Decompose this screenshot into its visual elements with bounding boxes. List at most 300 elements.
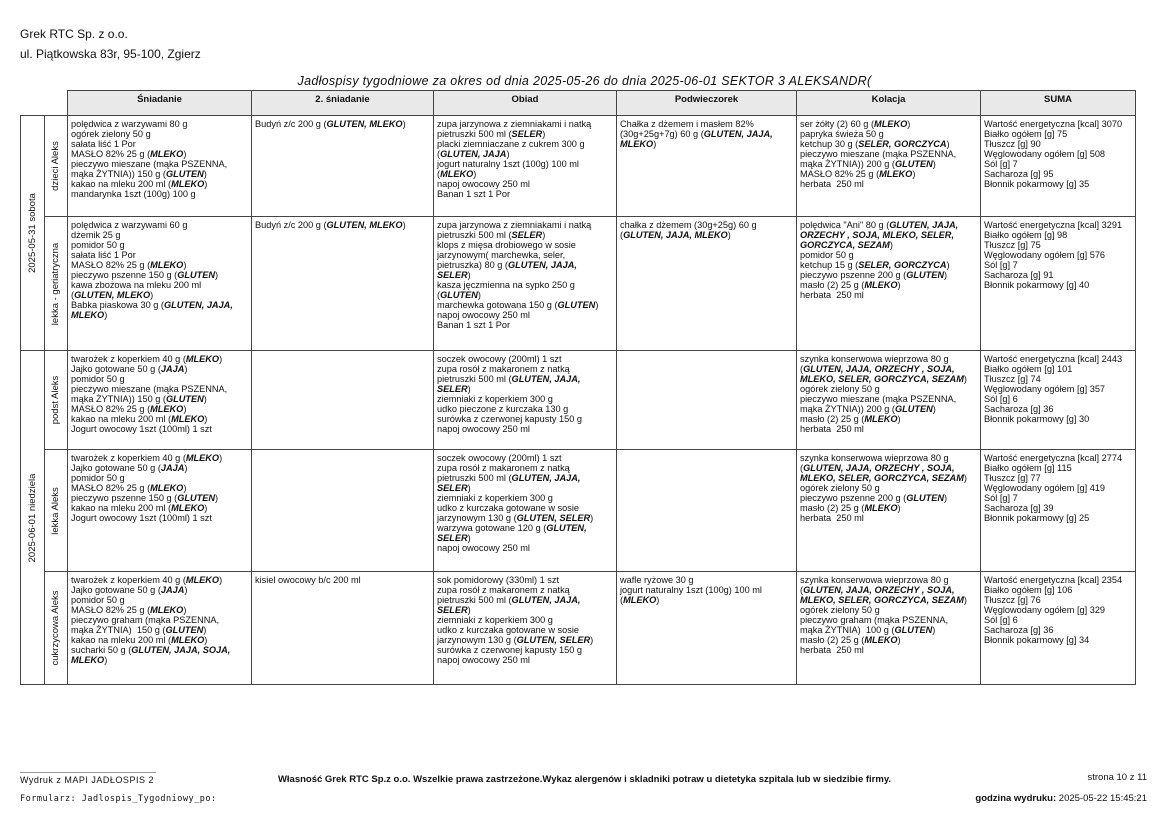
dish-line: (GLUTEN, MLEKO) <box>71 290 154 300</box>
allergen-text: MLEKO <box>150 149 184 159</box>
dish-line: napoj owocowy 250 ml <box>437 543 530 553</box>
allergen-text: GLUTEN <box>165 625 204 635</box>
diet-cell <box>45 217 68 351</box>
nutrition-line: Sól [g] 7 <box>984 493 1018 503</box>
nutrition-line: Tłuszcz [g] 74 <box>984 374 1041 384</box>
allergen-text: GLUTEN, <box>546 523 587 533</box>
allergen-text: MLEKO <box>620 139 654 149</box>
dish-line: twarożek z koperkiem 40 g (MLEKO) <box>71 354 223 364</box>
allergen-text: GLUTEN <box>906 493 945 503</box>
nutrition-line: Węglowodany ogółem [g] 329 <box>984 605 1106 615</box>
dish-line: szynka konserwowa wieprzowa 80 g <box>800 453 949 463</box>
allergen-text: MLEKO <box>171 414 205 424</box>
nutrition-line: Sól [g] 6 <box>984 394 1018 404</box>
allergen-text: MLEKO <box>150 605 184 615</box>
dish-line: Chałka z dżemem i masłem 82% <box>620 119 754 129</box>
nutrition-line: Błonnik pokarmowy [g] 40 <box>984 280 1090 290</box>
dish-line: pomidor 50 g <box>71 595 125 605</box>
dish-line: Babka piaskowa 30 g (GLUTEN, JAJA, <box>71 300 233 310</box>
dish-line: udko z kurczaka gotowane w sosie <box>437 625 579 635</box>
allergen-text: MLEKO <box>879 169 913 179</box>
dish-line: mąka ŻYTNIA)) 200 g (GLUTEN) <box>800 159 936 169</box>
dish-line: zupa rosół z makaronem z natką <box>437 364 570 374</box>
page-number: strona 10 z 11 <box>1087 772 1147 783</box>
meal-cell-kolacja <box>797 450 981 572</box>
menu-row <box>21 351 1136 450</box>
dish-line: masło (2) 25 g (MLEKO) <box>800 635 901 645</box>
meal-cell-podwieczorek <box>617 572 797 685</box>
meal-cell-suma <box>981 572 1136 685</box>
dish-line: pieczywo pszenne 150 g (GLUTEN) <box>71 493 219 503</box>
dish-line: zupa rosół z makaronem z natką <box>437 585 570 595</box>
dish-line: ketchup 15 g (SELER, GORCZYCA) <box>800 260 950 270</box>
dish-line: MASŁO 82% 25 g (MLEKO) <box>71 149 187 159</box>
nutrition-line: Błonnik pokarmowy [g] 34 <box>984 635 1090 645</box>
meal-cell-sniadanie <box>68 217 252 351</box>
nutrition-line: Białko ogółem [g] 98 <box>984 230 1068 240</box>
company-address: ul. Piątkowska 83r, 95-100, Zgierz <box>20 47 201 61</box>
meal-cell-kolacja <box>797 572 981 685</box>
dish-line: jogurt naturalny 1szt (100g) 100 ml <box>437 159 579 169</box>
meal-cell-2-sniadanie <box>252 217 434 351</box>
print-time-block <box>975 793 1147 804</box>
meal-cell-suma <box>981 217 1136 351</box>
allergen-text: JAJA <box>160 585 185 595</box>
allergen-text: GLUTEN, JAJA <box>440 149 507 159</box>
meal-cell-kolacja <box>797 116 981 217</box>
allergen-text: MLEKO, SELER, GORCZYCA, SEZAM <box>800 595 964 605</box>
dish-line: ziemniaki z koperkiem 300 g <box>437 615 553 625</box>
nutrition-line: Białko ogółem [g] 106 <box>984 585 1073 595</box>
allergen-text: GLUTEN, SELER <box>516 513 591 523</box>
dish-line: napoj owocowy 250 ml <box>437 424 530 434</box>
nutrition-line: Tłuszcz [g] 90 <box>984 139 1041 149</box>
allergen-text: MLEKO <box>864 414 898 424</box>
diet-label: dzieci Aleks <box>50 141 61 191</box>
dish-line: kakao na mleku 200 ml (MLEKO) <box>71 414 208 424</box>
dish-line: zupa jarzynowa z ziemniakami i natką <box>437 119 592 129</box>
menu-table <box>20 90 1136 685</box>
dish-line: pomidor 50 g <box>800 250 854 260</box>
dish-line: mąka ŻYTNIA)) 200 g (GLUTEN) <box>800 404 936 414</box>
nutrition-line: Białko ogółem [g] 75 <box>984 129 1068 139</box>
dish-line: pieczywo mieszane (mąka PSZENNA, <box>71 159 228 169</box>
header-obiad: Obiad <box>434 91 617 116</box>
dish-line <box>800 230 977 240</box>
nutrition-line: Błonnik pokarmowy [g] 30 <box>984 414 1090 424</box>
meal-cell-podwieczorek <box>617 351 797 450</box>
nutrition-line: Sól [g] 6 <box>984 615 1018 625</box>
meal-cell-sniadanie <box>68 351 252 450</box>
allergen-text: SELER <box>437 605 468 615</box>
footer-copyright: Własność Grek RTC Sp.z o.o. Wszelkie prawa zastrzeżone.Wykaz alergenów i skladniki potraw u dietetyka szpitala lub w siedzibie firmy. <box>277 774 892 785</box>
allergen-text: GLUTEN, JAJA, MLEKO <box>623 230 728 240</box>
dish-line: pietruszka) 80 g (GLUTEN, JAJA, <box>437 260 577 270</box>
meal-cell-suma <box>981 351 1136 450</box>
dish-line: pietruszki 500 ml (SELER) <box>437 230 546 240</box>
meal-cell-sniadanie <box>68 116 252 217</box>
dish-line: Jajko gotowane 50 g (JAJA) <box>71 364 188 374</box>
dish-line: wafle ryżowe 30 g <box>620 575 694 585</box>
diet-cell <box>45 116 68 217</box>
print-time-label: godzina wydruku: <box>975 793 1057 804</box>
allergen-text: MLEKO <box>185 354 220 364</box>
allergen-text: MLEKO, SELER, GORCZYCA, SEZAM <box>800 473 964 483</box>
meal-cell-2-sniadanie <box>252 351 434 450</box>
dish-line: ketchup 30 g (SELER, GORCZYCA) <box>800 139 950 149</box>
dish-line: zupa jarzynowa z ziemniakami i natką <box>437 220 592 230</box>
diet-cell <box>45 572 68 685</box>
allergen-text: SELER <box>437 270 468 280</box>
dish-line: Jogurt owocowy 1szt (100ml) 1 szt <box>71 424 212 434</box>
allergen-text: MLEKO <box>185 453 220 463</box>
dish-line: MLEKO) <box>71 655 108 665</box>
dish-line: (30g+25g+7g) 60 g (GLUTEN, JAJA, <box>620 129 773 139</box>
dish-line: sałata liść 1 Por <box>71 139 136 149</box>
meal-cell-podwieczorek <box>617 116 797 217</box>
dish-line: herbata 250 ml <box>800 290 864 300</box>
meal-cell-2-sniadanie <box>252 450 434 572</box>
allergen-text: JAJA <box>160 364 185 374</box>
allergen-text: GLUTEN, MLEKO <box>326 119 403 129</box>
dish-line: herbata 250 ml <box>800 179 864 189</box>
dish-line: mąka ŻYTNIA)) 150 g (GLUTEN) <box>71 394 207 404</box>
nutrition-line: Wartość energetyczna [kcal] 2443 <box>984 354 1123 364</box>
nutrition-line: Sól [g] 7 <box>984 159 1018 169</box>
dish-line: (GLUTEN, JAJA, ORZECHY , SOJA, <box>800 364 955 374</box>
allergen-text: SELER <box>511 129 543 139</box>
allergen-text: MLEKO <box>171 179 205 189</box>
dish-line: szynka konserwowa wieprzowa 80 g <box>800 575 949 585</box>
dish-line: (GLUTEN, JAJA) <box>437 149 510 159</box>
document-title: Jadłospisy tygodniowe za okres od dnia 2025-05-26 do dnia 2025-06-01 SEKTOR 3 ALEKSANDR( <box>297 74 872 88</box>
dish-line: udko z kurczaka gotowane w sosie <box>437 503 579 513</box>
dish-line: kakao na mleku 200 ml (MLEKO) <box>71 635 208 645</box>
dish-line: SELER) <box>437 605 471 615</box>
dish-line: pietruszki 500 ml (GLUTEN, JAJA, <box>437 374 581 384</box>
allergen-text: GLUTEN, JAJA, <box>511 374 581 384</box>
meal-cell-kolacja <box>797 351 981 450</box>
dish-line: ser żółty (2) 60 g (MLEKO) <box>800 119 911 129</box>
dish-line: (GLUTEN, JAJA, ORZECHY , SOJA, <box>800 585 955 595</box>
dish-line: pomidor 50 g <box>71 240 125 250</box>
allergen-text: ORZECHY , SOJA, MLEKO, SELER, <box>800 230 954 240</box>
meal-cell-podwieczorek <box>617 450 797 572</box>
allergen-text: SELER, GORCZYCA <box>858 139 947 149</box>
dish-line: twarożek z koperkiem 40 g (MLEKO) <box>71 453 223 463</box>
dish-line: Jajko gotowane 50 g (JAJA) <box>71 585 188 595</box>
allergen-text: MLEKO <box>71 310 105 320</box>
nutrition-line: Węglowodany ogółem [g] 357 <box>984 384 1106 394</box>
dish-line: Jajko gotowane 50 g (JAJA) <box>71 463 188 473</box>
dish-line: pomidor 50 g <box>71 374 125 384</box>
dish-line: MASŁO 82% 25 g (MLEKO) <box>71 260 187 270</box>
allergen-text: MLEKO <box>185 575 220 585</box>
day-label: 2025-06-01 niedziela <box>26 473 38 562</box>
allergen-text: MLEKO <box>864 280 898 290</box>
dish-line: napoj owocowy 250 ml <box>437 310 530 320</box>
menu-row <box>21 116 1136 217</box>
nutrition-line: Wartość energetyczna [kcal] 2354 <box>984 575 1123 585</box>
meal-cell-sniadanie <box>68 450 252 572</box>
dish-line: pomidor 50 g <box>71 473 125 483</box>
nutrition-line: Tłuszcz [g] 75 <box>984 240 1041 250</box>
dish-line: soczek owocowy (200ml) 1 szt <box>437 453 562 463</box>
footer-printout-source: Wydruk z MAPI JADŁOSPIS 2 <box>20 772 156 785</box>
allergen-text: GLUTEN, JAJA, <box>511 473 581 483</box>
allergen-text: GLUTEN <box>177 270 216 280</box>
nutrition-line: Wartość energetyczna [kcal] 3070 <box>984 119 1123 129</box>
allergen-text: MLEKO <box>171 635 205 645</box>
dish-line: mąka ŻYTNIA) 100 g (GLUTEN) <box>800 625 936 635</box>
dish-line: napoj owocowy 250 ml <box>437 179 530 189</box>
dish-line: herbata 250 ml <box>800 513 864 523</box>
footer-form-name: Formularz: Jadlospis_Tygodniowy_po: <box>20 794 217 804</box>
allergen-text: GLUTEN, SELER <box>516 635 591 645</box>
allergen-text: GLUTEN <box>177 493 216 503</box>
dish-line: kawa zbożowa na mleku 200 ml <box>71 280 202 290</box>
allergen-text: MLEKO <box>874 119 908 129</box>
nutrition-line: Wartość energetyczna [kcal] 3291 <box>984 220 1123 230</box>
menu-body <box>21 116 1136 685</box>
meal-cell-suma <box>981 450 1136 572</box>
allergen-text: GLUTEN <box>440 290 478 300</box>
allergen-text: GLUTEN, JAJA, <box>163 300 233 310</box>
dish-line: ogórek zielony 50 g <box>800 384 880 394</box>
dish-line: sałata liść 1 Por <box>71 250 136 260</box>
allergen-text: MLEKO <box>71 655 105 665</box>
allergen-text: SELER <box>437 533 468 543</box>
allergen-text: MLEKO <box>623 595 657 605</box>
diet-label: cukrzycowa Aleks <box>50 590 61 666</box>
meal-cell-obiad <box>434 116 617 217</box>
meal-cell-obiad <box>434 572 617 685</box>
menu-row <box>21 572 1136 685</box>
allergen-text: GLUTEN <box>165 394 204 404</box>
print-time-value: 2025-05-22 15:45:21 <box>1058 793 1147 804</box>
nutrition-line: Sacharoza [g] 36 <box>984 404 1054 414</box>
meal-cell-podwieczorek <box>617 217 797 351</box>
dish-line: napoj owocowy 250 ml <box>437 655 530 665</box>
allergen-text: MLEKO <box>150 404 184 414</box>
menu-row <box>21 450 1136 572</box>
dish-line: jarzynowym 130 g (GLUTEN, SELER) <box>437 635 594 645</box>
dish-line: pieczywo mieszane (mąka PSZENNA, <box>71 384 228 394</box>
header-row <box>21 91 1136 116</box>
dish-line: polędwica z warzywami 80 g <box>71 119 188 129</box>
company-info <box>20 24 201 64</box>
allergen-text: SELER <box>437 483 468 493</box>
dish-line: pieczywo pszenne 200 g (GLUTEN) <box>800 270 948 280</box>
dish-line: pieczywo pszenne 200 g (GLUTEN) <box>800 493 948 503</box>
dish-line: ogórek zielony 50 g <box>71 129 151 139</box>
meal-cell-kolacja <box>797 217 981 351</box>
dish-line: warzywa gotowane 120 g (GLUTEN, <box>437 523 587 533</box>
allergen-text: GLUTEN <box>165 169 204 179</box>
allergen-text: GLUTEN <box>894 625 933 635</box>
dish-line: surówka z czerwonej kapusty 150 g <box>437 645 583 655</box>
allergen-text: MLEKO <box>150 483 184 493</box>
dish-line: kasza jęczmienna na sypko 250 g <box>437 280 575 290</box>
dish-line: (MLEKO) <box>437 169 477 179</box>
dish-line: Budyń z/c 200 g (GLUTEN, MLEKO) <box>255 220 406 230</box>
nutrition-line: Błonnik pokarmowy [g] 25 <box>984 513 1090 523</box>
allergen-text: MLEKO <box>171 503 205 513</box>
dish-line: papryka świeża 50 g <box>800 129 884 139</box>
dish-line: mąka ŻYTNIA)) 150 g (GLUTEN) <box>71 169 207 179</box>
allergen-text: GLUTEN, JAJA, <box>507 260 577 270</box>
diet-label: lekka Aleks <box>50 486 61 535</box>
allergen-text: GLUTEN <box>557 300 596 310</box>
nutrition-line: Sacharoza [g] 36 <box>984 625 1054 635</box>
header-kolacja: Kolacja <box>797 91 981 116</box>
dish-line: Budyń z/c 200 g (GLUTEN, MLEKO) <box>255 119 406 129</box>
day-cell <box>21 351 45 685</box>
dish-line: pieczywo mieszane (mąka PSZENNA, <box>800 149 957 159</box>
dish-line: marchewka gotowana 150 g (GLUTEN) <box>437 300 599 310</box>
dish-line: pietruszki 500 ml (SELER) <box>437 129 546 139</box>
nutrition-line: Błonnik pokarmowy [g] 35 <box>984 179 1090 189</box>
allergen-text: MLEKO <box>440 169 474 179</box>
dish-line: pieczywo pszenne 150 g (GLUTEN) <box>71 270 219 280</box>
meal-cell-obiad <box>434 351 617 450</box>
dish-line: udko pieczone z kurczaka 130 g <box>437 404 569 414</box>
allergen-text: GORCZYCA, SEZAM <box>800 240 890 250</box>
dish-line: klops z mięsa drobiowego w sosie <box>437 240 576 250</box>
meal-cell-obiad <box>434 450 617 572</box>
header-suma: SUMA <box>981 91 1136 116</box>
nutrition-line: Węglowodany ogółem [g] 419 <box>984 483 1106 493</box>
dish-line: (GLUTEN) <box>437 290 481 300</box>
dish-line: (GLUTEN, JAJA, MLEKO) <box>620 230 731 240</box>
dish-line: surówka z czerwonej kapusty 150 g <box>437 414 583 424</box>
header-sniadanie: Śniadanie <box>68 91 252 116</box>
dish-line: pieczywo graham (mąka PSZENNA, <box>71 615 220 625</box>
dish-line: kakao na mleku 200 ml (MLEKO) <box>71 503 208 513</box>
dish-line: SELER) <box>437 533 471 543</box>
allergen-text: MLEKO <box>864 503 898 513</box>
dish-line: Banan 1 szt 1 Por <box>437 189 511 199</box>
allergen-text: GLUTEN, JAJA, <box>703 129 773 139</box>
allergen-text: MLEKO <box>150 260 184 270</box>
allergen-text: JAJA <box>160 463 185 473</box>
dish-line: pietruszki 500 ml (GLUTEN, JAJA, <box>437 473 581 483</box>
dish-line: Banan 1 szt 1 Por <box>437 320 511 330</box>
dish-line: jogurt naturalny 1szt (100g) 100 ml <box>620 585 762 595</box>
allergen-text: GLUTEN, JAJA, ORZECHY , SOJA, <box>803 463 955 473</box>
dish-line: herbata 250 ml <box>800 424 864 434</box>
dish-line: (GLUTEN, JAJA, ORZECHY , SOJA, <box>800 463 955 473</box>
nutrition-line: Białko ogółem [g] 101 <box>984 364 1073 374</box>
day-cell <box>21 116 45 351</box>
diet-cell <box>45 450 68 572</box>
menu-row <box>21 217 1136 351</box>
header-blank <box>21 91 68 116</box>
dish-line: sok pomidorowy (330ml) 1 szt <box>437 575 560 585</box>
allergen-text: GLUTEN <box>894 159 933 169</box>
allergen-text: GLUTEN, JAJA, <box>511 595 581 605</box>
allergen-text: SELER <box>511 230 543 240</box>
allergen-text: GLUTEN <box>894 404 933 414</box>
dish-line: ziemniaki z koperkiem 300 g <box>437 493 553 503</box>
company-name: Grek RTC Sp. z o.o. <box>20 27 128 41</box>
dish-line: SELER) <box>437 384 471 394</box>
nutrition-line: Sacharoza [g] 39 <box>984 503 1054 513</box>
nutrition-line: Węglowodany ogółem [g] 508 <box>984 149 1106 159</box>
dish-line: SELER) <box>437 483 471 493</box>
dish-line: pietruszki 500 ml (GLUTEN, JAJA, <box>437 595 581 605</box>
meal-cell-sniadanie <box>68 572 252 685</box>
dish-line: zupa rosół z makaronem z natką <box>437 463 570 473</box>
allergen-text: SELER, GORCZYCA <box>858 260 947 270</box>
meal-cell-2-sniadanie <box>252 116 434 217</box>
nutrition-line: Węglowodany ogółem [g] 576 <box>984 250 1106 260</box>
dish-line: polędwica "Ani" 80 g (GLUTEN, JAJA, <box>800 220 959 230</box>
nutrition-line: Białko ogółem [g] 115 <box>984 463 1072 473</box>
dish-line: ogórek zielony 50 g <box>800 605 880 615</box>
dish-line: mąka ŻYTNIA) 150 g (GLUTEN) <box>71 625 207 635</box>
nutrition-line: Sacharoza [g] 91 <box>984 270 1054 280</box>
nutrition-line: Wartość energetyczna [kcal] 2774 <box>984 453 1123 463</box>
dish-line: masło (2) 25 g (MLEKO) <box>800 503 901 513</box>
allergen-text: GLUTEN, JAJA, <box>889 220 959 230</box>
dish-line: dżemik 25 g <box>71 230 121 240</box>
nutrition-line: Sól [g] 7 <box>984 260 1018 270</box>
dish-line: GORCZYCA, SEZAM) <box>800 240 893 250</box>
allergen-text: MLEKO <box>864 635 898 645</box>
allergen-text: MLEKO, SELER, GORCZYCA, SEZAM <box>800 374 964 384</box>
dish-line: kisiel owocowy b/c 200 ml <box>255 575 361 585</box>
dish-line: MLEKO, SELER, GORCZYCA, SEZAM) <box>800 595 967 605</box>
dish-line: ziemniaki z koperkiem 300 g <box>437 394 553 404</box>
allergen-text: GLUTEN, JAJA, ORZECHY , SOJA, <box>803 585 955 595</box>
dish-line: polędwica z warzywami 60 g <box>71 220 188 230</box>
meal-cell-obiad <box>434 217 617 351</box>
allergen-text: GLUTEN, MLEKO <box>326 220 403 230</box>
dish-line: MASŁO 82% 25 g (MLEKO) <box>71 605 187 615</box>
nutrition-line: Sacharoza [g] 95 <box>984 169 1054 179</box>
dish-line: MASŁO 82% 25 g (MLEKO) <box>71 404 187 414</box>
dish-line: placki ziemniaczane z cukrem 300 g <box>437 139 585 149</box>
dish-line: chałka z dżemem (30g+25g) 60 g <box>620 220 757 230</box>
allergen-text: GLUTEN, JAJA, SOJA, <box>131 645 231 655</box>
dish-line: MLEKO) <box>620 139 657 149</box>
allergen-text: GLUTEN, JAJA, ORZECHY , SOJA, <box>803 364 955 374</box>
header-2-sniadanie: 2. śniadanie <box>252 91 434 116</box>
diet-cell <box>45 351 68 450</box>
dish-line: masło (2) 25 g (MLEKO) <box>800 414 901 424</box>
diet-label: podst Aleks <box>50 375 61 425</box>
dish-line: ogórek zielony 50 g <box>800 483 880 493</box>
dish-line: soczek owocowy (200ml) 1 szt <box>437 354 562 364</box>
dish-line: MLEKO, SELER, GORCZYCA, SEZAM) <box>800 473 967 483</box>
dish-line: pieczywo graham (mąka PSZENNA, <box>800 615 949 625</box>
nutrition-line: Tłuszcz [g] 76 <box>984 595 1041 605</box>
dish-line: herbata 250 ml <box>800 645 864 655</box>
dish-line: MLEKO, SELER, GORCZYCA, SEZAM) <box>800 374 967 384</box>
dish-line: szynka konserwowa wieprzowa 80 g <box>800 354 949 364</box>
dish-line: jarzynowym( marchewka, seler, <box>437 250 566 260</box>
dish-line: twarożek z koperkiem 40 g (MLEKO) <box>71 575 223 585</box>
dish-line: MASŁO 82% 25 g (MLEKO) <box>800 169 916 179</box>
dish-line: mandarynka 1szt (100g) 100 g <box>71 189 196 199</box>
dish-line: kakao na mleku 200 ml (MLEKO) <box>71 179 208 189</box>
allergen-text: SELER <box>437 384 468 394</box>
dish-line: SELER) <box>437 270 471 280</box>
dish-line: jarzynowym 130 g (GLUTEN, SELER) <box>437 513 594 523</box>
dish-line: (MLEKO) <box>620 595 660 605</box>
diet-label: lekka - geriatryczna <box>50 242 61 325</box>
